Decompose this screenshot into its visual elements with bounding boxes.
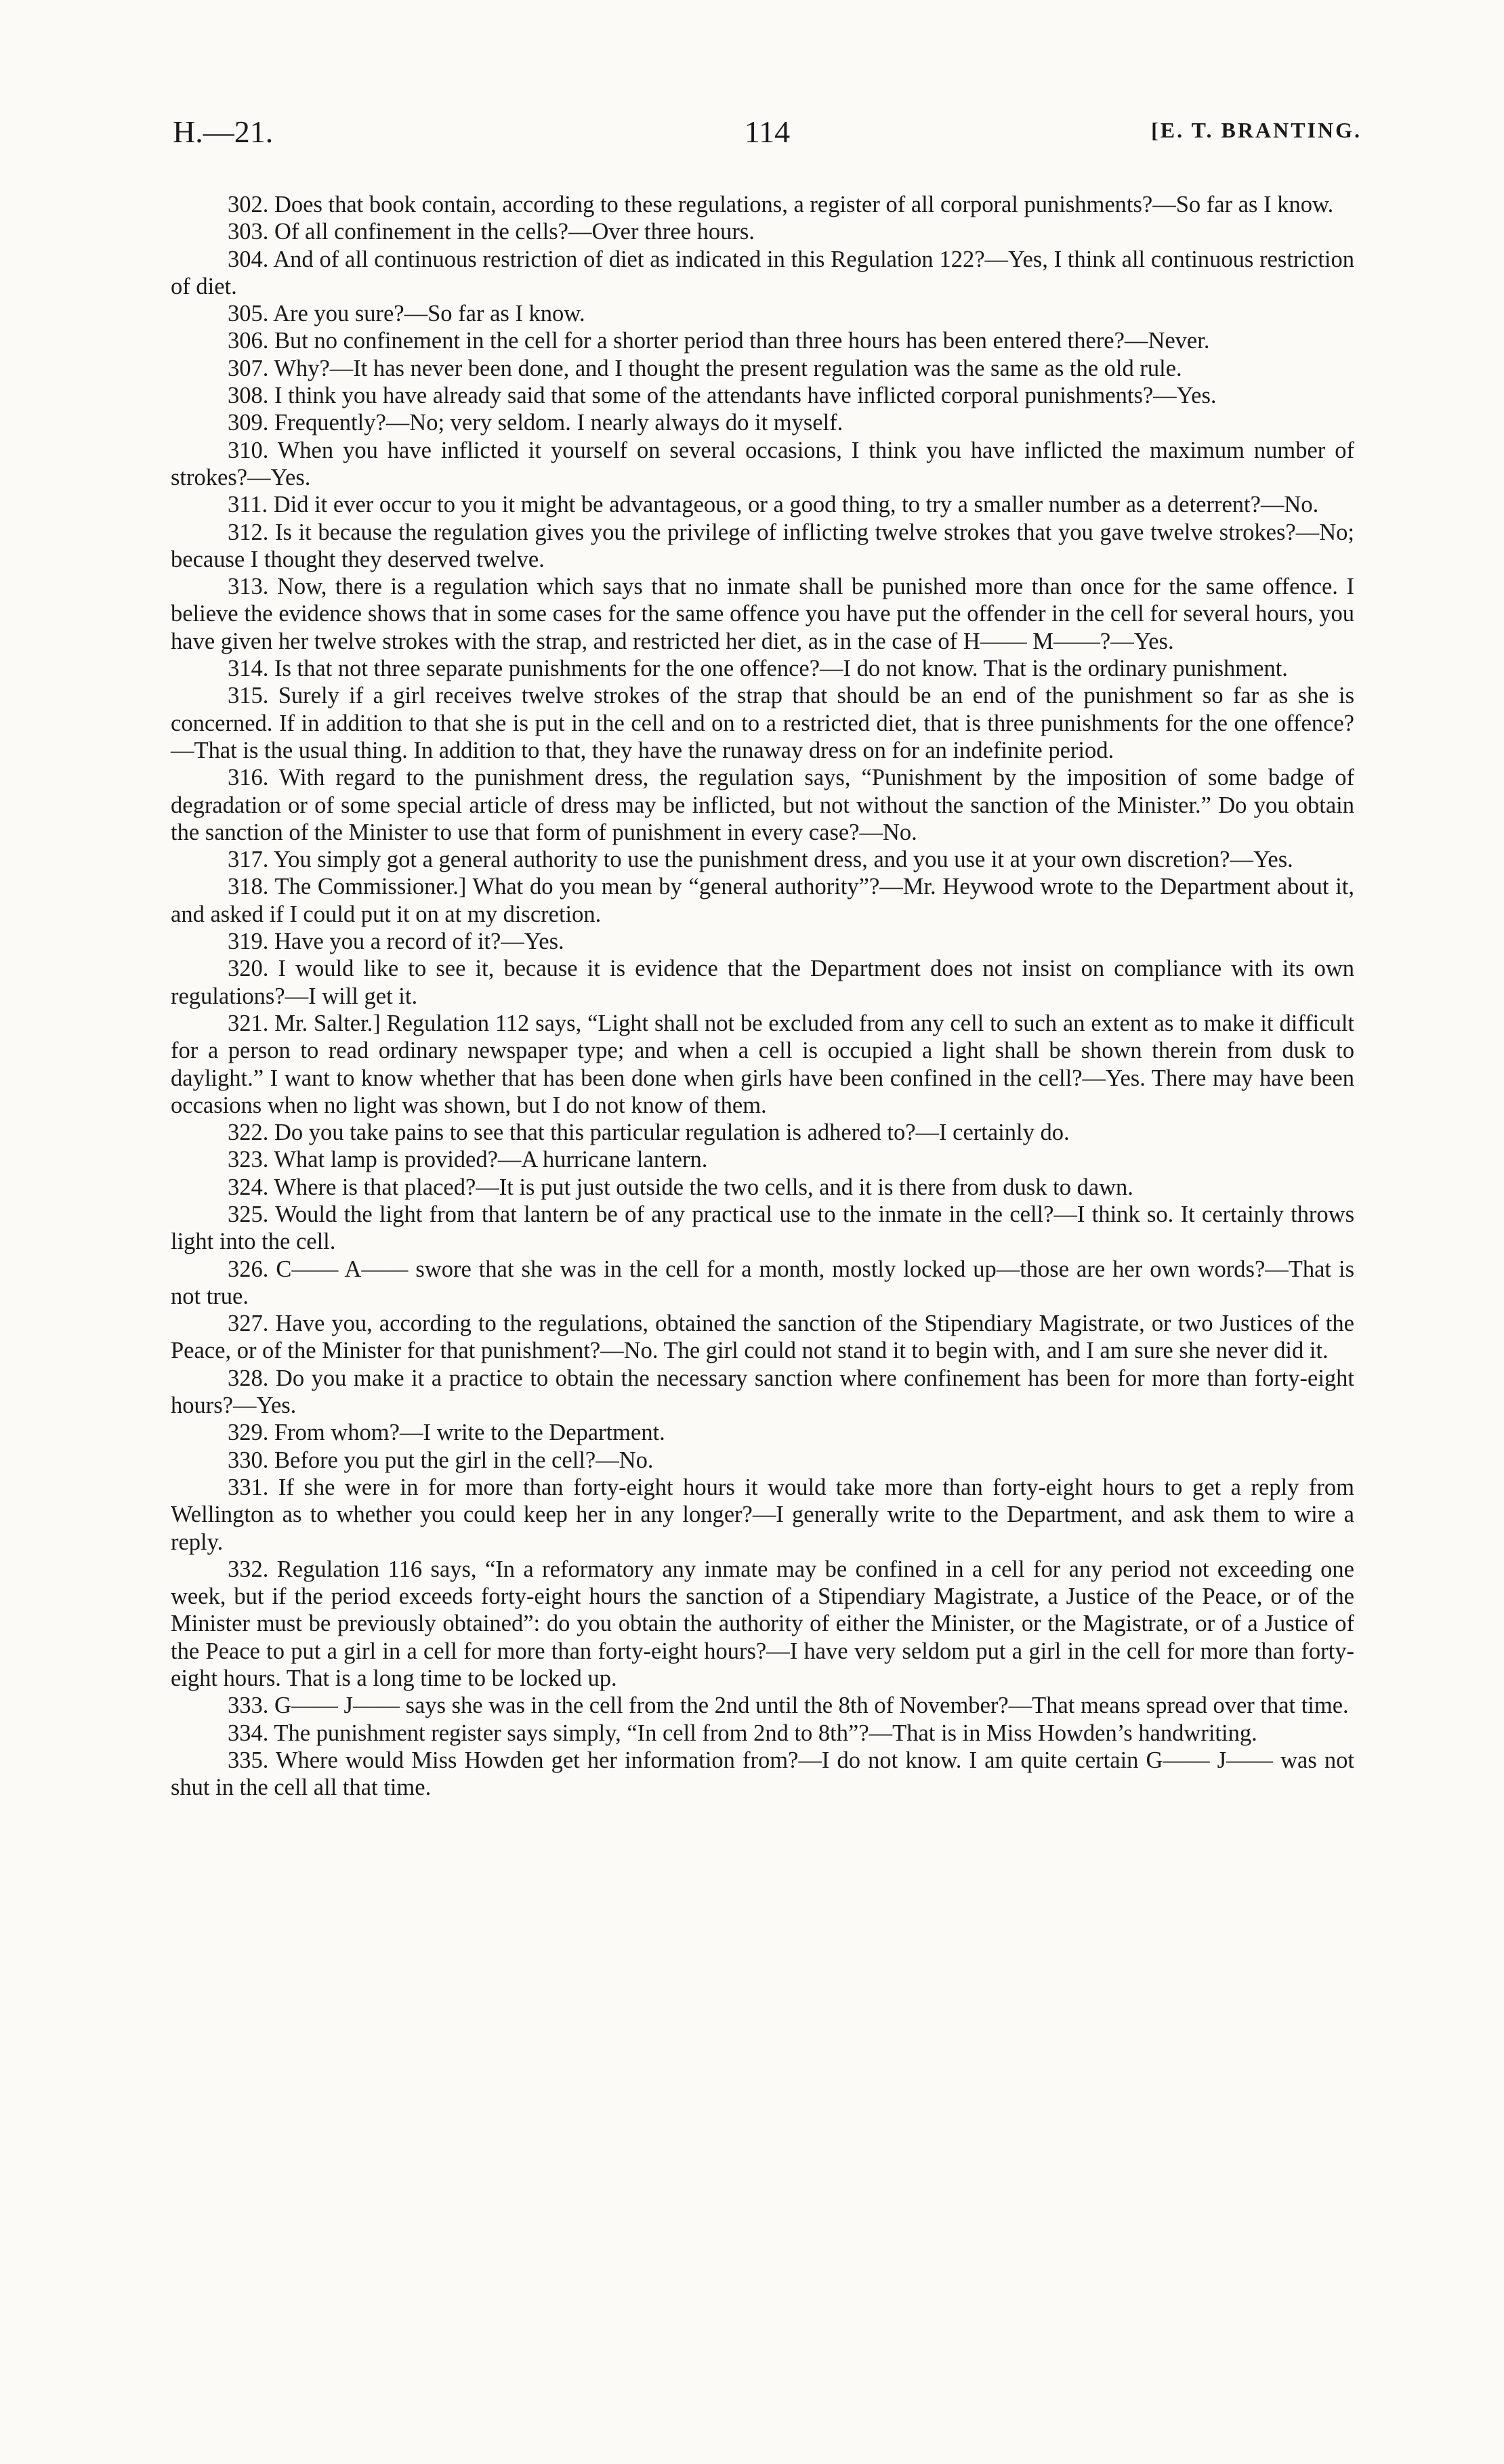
question-314: 314. Is that not three separate punishments for the one offence?—I do not know. That is the ordinary punishment. [228,656,1288,682]
question-320: 320. I would like to see it, because it is evidence that the Department does not insist on compliance with its own regulations?—I will get it. [171,956,1354,1009]
question-323: 323. What lamp is provided?—A hurricane lantern. [228,1147,708,1173]
question-313: 313. Now, there is a regulation which says that no inmate shall be punished more than once for the same offence. I believe the evidence shows that in some cases for the same offence you have put the offender in the cell for several hours, you have given her twelve strokes with the strap, and restricted her diet, as in the case of H—— M——?—Yes. [171,574,1354,654]
question-324: 324. Where is that placed?—It is put just outside the two cells, and it is there from dusk to dawn. [228,1174,1133,1200]
question-304: 304. And of all continuous restriction of diet as indicated in this Regulation 122?—Yes, I think all continuous restriction of diet. [171,246,1354,299]
question-333: 333. G—— J—— says she was in the cell from the 2nd until the 8th of November?—That means spread over that time. [228,1693,1349,1719]
witness-name: [E. T. BRANTING. [1151,118,1362,142]
question-310: 310. When you have inflicted it yourself on several occasions, I think you have inflicted the maximum number of strokes?—Yes. [171,437,1354,490]
question-302: 302. Does that book contain, according to these regulations, a register of all corporal punishments?—So far as I know. [228,192,1334,217]
question-332: 332. Regulation 116 says, “In a reformatory any inmate may be confined in a cell for any period not exceeding one week, but if the period exceeds forty-eight hours the sanction of a Stipendiary Magistrate, a Justice of the Peace, or of the Minister must be previously obtained”: do you obtain the authority of either the Minister, or the Magistrate, or of a Justice of the Peace to put a girl in a cell for more than forty-eight hours?—I have very seldom put a girl in the cell for more than forty-eight hours. That is a long time to be locked up. [171,1556,1354,1692]
question-303: 303. Of all confinement in the cells?—Over three hours. [228,219,755,245]
question-322: 322. Do you take pains to see that this particular regulation is adhered to?—I certainly do. [228,1120,1070,1146]
question-306: 306. But no confinement in the cell for a shorter period than three hours has been entered there?—Never. [228,328,1210,354]
question-321: 321. Mr. Salter.] Regulation 112 says, “Light shall not be excluded from any cell to such an extent as to make it difficult for a person to read ordinary newspaper type; and when a cell is occupied a light shall be shown therein from dusk to daylight.” I want to know whether that has been done when girls have been confined in the cell?—Yes. There may have been occasions when no light was shown, but I do not know of them. [171,1010,1354,1118]
question-335: 335. Where would Miss Howden get her information from?—I do not know. I am quite certain G—— J—— was not shut in the cell all that time. [171,1747,1354,1801]
page-number: 114 [744,114,791,149]
report-code: H.—21. [173,114,274,149]
question-309: 309. Frequently?—No; very seldom. I nearly always do it myself. [228,410,843,436]
question-311: 311. Did it ever occur to you it might be advantageous, or a good thing, to try a smaller number as a deterrent?—No. [228,492,1319,518]
question-308: 308. I think you have already said that some of the attendants have inflicted corporal punishments?—Yes. [228,383,1217,409]
question-315: 315. Surely if a girl receives twelve strokes of the strap that should be an end of the punishment so far as she is concerned. If in addition to that she is put in the cell and on to a restricted diet, that is three punishments for the one offence?—That is the usual thing. In addition to that, they have the runaway dress on for an indefinite period. [171,683,1354,763]
page-header [173,114,1362,154]
question-305: 305. Are you sure?—So far as I know. [228,301,585,327]
question-327: 327. Have you, according to the regulations, obtained the sanction of the Stipendiary Magistrate, or two Justices of the Peace, or of the Minister for that punishment?—No. The girl could not stand it to begin with, and I am sure she never did it. [171,1311,1354,1364]
question-317: 317. You simply got a general authority to use the punishment dress, and you use it at your own discretion?—Yes. [228,847,1293,873]
question-328: 328. Do you make it a practice to obtain the necessary sanction where confinement has been for more than forty-eight hours?—Yes. [171,1365,1354,1419]
question-330: 330. Before you put the girl in the cell?—No. [228,1447,654,1473]
question-319: 319. Have you a record of it?—Yes. [228,929,564,955]
question-318: 318. The Commissioner.] What do you mean by “general authority”?—Mr. Heywood wrote to the Department about it, and asked if I could put it on at my discretion. [171,874,1354,927]
question-329: 329. From whom?—I write to the Department. [228,1420,665,1446]
question-325: 325. Would the light from that lantern be of any practical use to the inmate in the cell?—I think so. It certainly throws light into the cell. [171,1201,1354,1255]
question-316: 316. With regard to the punishment dress, the regulation says, “Punishment by the imposition of some badge of degradation or of some special article of dress may be inflicted, but not without the sanction of the Minister.” Do you obtain the sanction of the Minister to use that form of punishment in every case?—No. [171,765,1354,845]
question-331: 331. If she were in for more than forty-eight hours it would take more than forty-eight hours to get a reply from Wellington as to whether you could keep her in any longer?—I generally write to the Department, and ask them to wire a reply. [171,1474,1354,1555]
question-307: 307. Why?—It has never been done, and I thought the present regulation was the same as the old rule. [228,355,1182,381]
transcript-body [171,191,1354,1802]
question-312: 312. Is it because the regulation gives you the privilege of inflicting twelve strokes that you gave twelve strokes?—No; because I thought they deserved twelve. [171,519,1354,572]
question-326: 326. C—— A—— swore that she was in the cell for a month, mostly locked up—those are her own words?—That is not true. [171,1256,1354,1309]
question-334: 334. The punishment register says simply, “In cell from 2nd to 8th”?—That is in Miss Howden’s handwriting. [228,1720,1257,1746]
